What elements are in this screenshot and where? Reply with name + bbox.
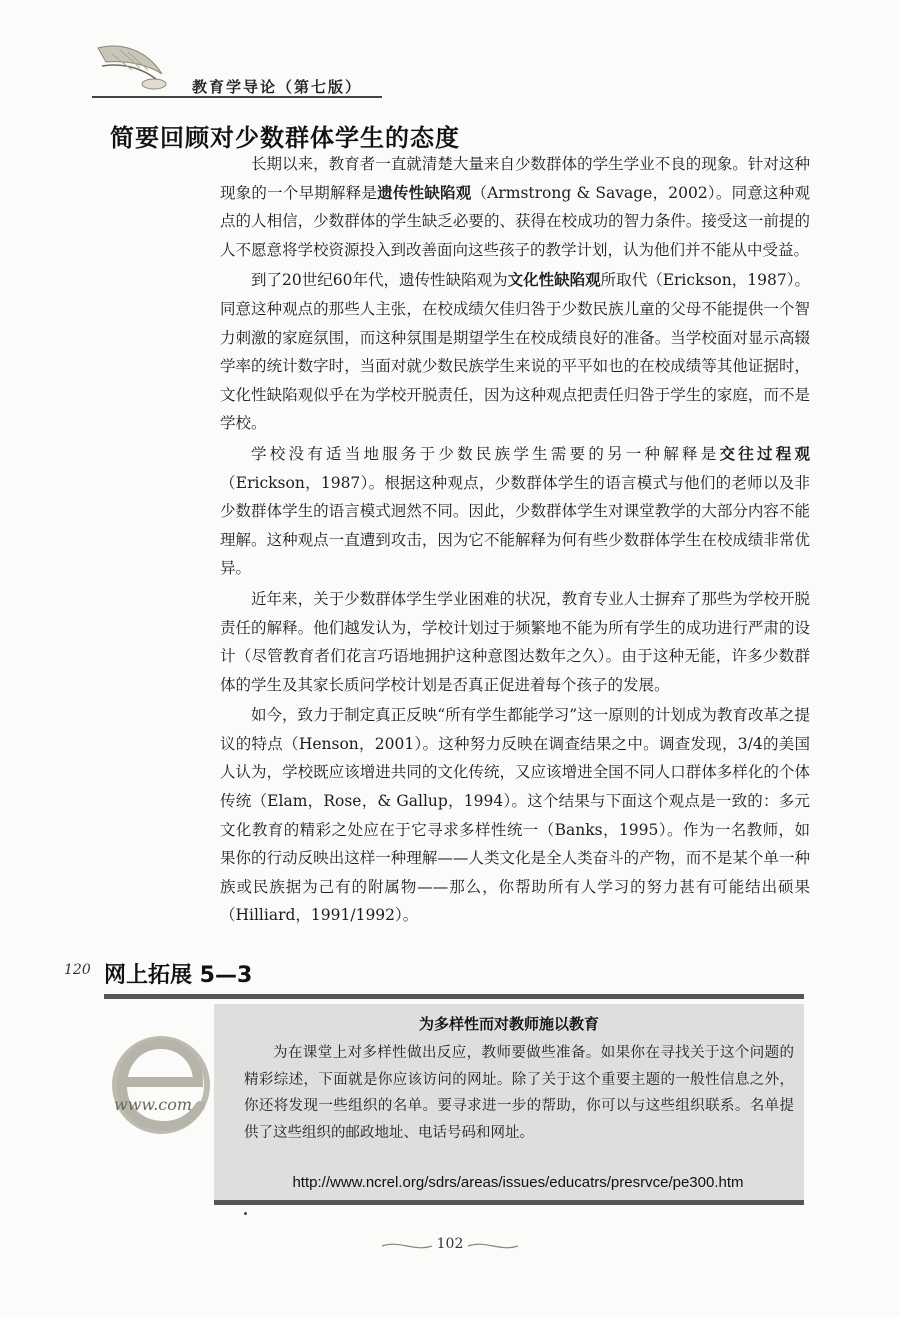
- book-title: 教育学导论（第七版）: [192, 78, 363, 96]
- paragraph-text: 长期以来，教育者一直就清楚大量来自少数群体的学生学业不良的现象。针对这种现象的一个早期解释是: [220, 155, 810, 202]
- side-page-number: 120: [64, 962, 91, 978]
- box-bottom-rule: [214, 1200, 804, 1205]
- running-header: [92, 40, 382, 100]
- panel-description: 为在课堂上对多样性做出反应，教师要做些准备。如果你在寻找关于这个问题的精彩综述，下面就是你应该访问的网址。除了关于这个重要主题的一般性信息之外，你还将发现一些组织的名单。要寻求进一步的帮助，你可以与这些组织联系。名单提供了这些组织的邮政地址、电话号码和网址。: [244, 1045, 794, 1141]
- section-heading: 简要回顾对少数群体学生的态度: [110, 124, 460, 152]
- body-paragraph: [220, 440, 810, 583]
- web-resource-panel: [214, 1004, 804, 1200]
- page-number: 102: [436, 1236, 464, 1252]
- paragraph-text: （Armstrong & Savage，2002）。同意这种观点的人相信，少数群体的学生缺乏必要的、获得在校成功的智力条件。接受这一前提的人不愿意将学校资源投入到改善面向这些孩子的教学计划，认为他们并不能从中受益。: [220, 183, 810, 259]
- paragraph-text: 学校没有适当地服务于少数民族学生需要的另一种解释是: [251, 444, 720, 463]
- logo-text: www.com: [114, 1095, 193, 1114]
- key-term: 文化性缺陷观: [507, 271, 601, 290]
- page-footer: [380, 1236, 520, 1256]
- www-e-logo-icon: [106, 1030, 216, 1140]
- body-paragraph: [220, 266, 810, 438]
- box-heading: 网上拓展 5—3: [104, 963, 253, 988]
- resource-url-link[interactable]: http://www.ncrel.org/sdrs/areas/issues/educatrs/presrvce/pe300.htm: [292, 1174, 744, 1191]
- decorative-dot: [244, 1212, 247, 1215]
- body-paragraph: [220, 585, 810, 699]
- paragraph-text: 近年来，关于少数群体学生学业困难的状况，教育专业人士摒弃了那些为学校开脱责任的解释。他们越发认为，学校计划过于频繁地不能为所有学生的成功进行严肃的设计（尽管教育者们花言巧语地拥护这种意图达数年之久）。由于这种无能，许多少数群体的学生及其家长质问学校计划是否真正促进着每个孩子的发展。: [220, 589, 810, 694]
- body-paragraph: [220, 701, 810, 930]
- paragraph-text: 到了20世纪60年代，遗传性缺陷观为: [251, 271, 508, 290]
- body-paragraph: [220, 150, 810, 264]
- body-text: [220, 150, 810, 932]
- paragraph-text: 如今，致力于制定真正反映“所有学生都能学习”这一原则的计划成为教育改革之提议的特点（Henson，2001）。这种努力反映在调查结果之中。调查发现，3/4的美国人认为，学校既应该增进共同的文化传统，又应该增进全国不同人口群体多样化的个体传统（Elam，Rose，& Gallup，1994）。这个结果与下面这个观点是一致的：多元文化教育的精彩之处应在于它寻求多样性统一（Banks，1995）。作为一名教师，如果你的行动反映出这样一种理解——人类文化是全人类奋斗的产物，而不是某个单一种族或民族据为己有的附属物——那么，你帮助所有人学习的努力甚有可能结出硕果（Hilliard，1991/1992）。: [220, 706, 810, 925]
- header-rule: [92, 96, 382, 98]
- key-term: 遗传性缺陷观: [377, 183, 472, 202]
- feather-quill-icon: [92, 40, 192, 96]
- key-term: 交往过程观: [719, 444, 810, 463]
- box-top-rule: [104, 994, 804, 999]
- panel-title: 为多样性而对教师施以教育: [418, 1015, 599, 1033]
- paragraph-text: （Erickson，1987）。根据这种观点，少数群体学生的语言模式与他们的老师以及非少数群体学生的语言模式迥然不同。因此，少数群体学生对课堂教学的大部分内容不能理解。这种观点一直遭到攻击，因为它不能解释为何有些少数群体学生在校成绩非常优异。: [220, 473, 810, 578]
- paragraph-text: 所取代（Erickson，1987）。同意这种观点的那些人主张，在校成绩欠佳归咎于少数民族儿童的父母不能提供一个智力刺激的家庭氛围，而这种氛围是期望学生在校成绩良好的准备。当学校面对显示高辍学率的统计数字时，当面对就少数民族学生来说的平平如也的在校成绩等其他证据时，文化性缺陷观似乎在为学校开脱责任，因为这种观点把责任归咎于学生的家庭，而不是学校。: [220, 271, 810, 433]
